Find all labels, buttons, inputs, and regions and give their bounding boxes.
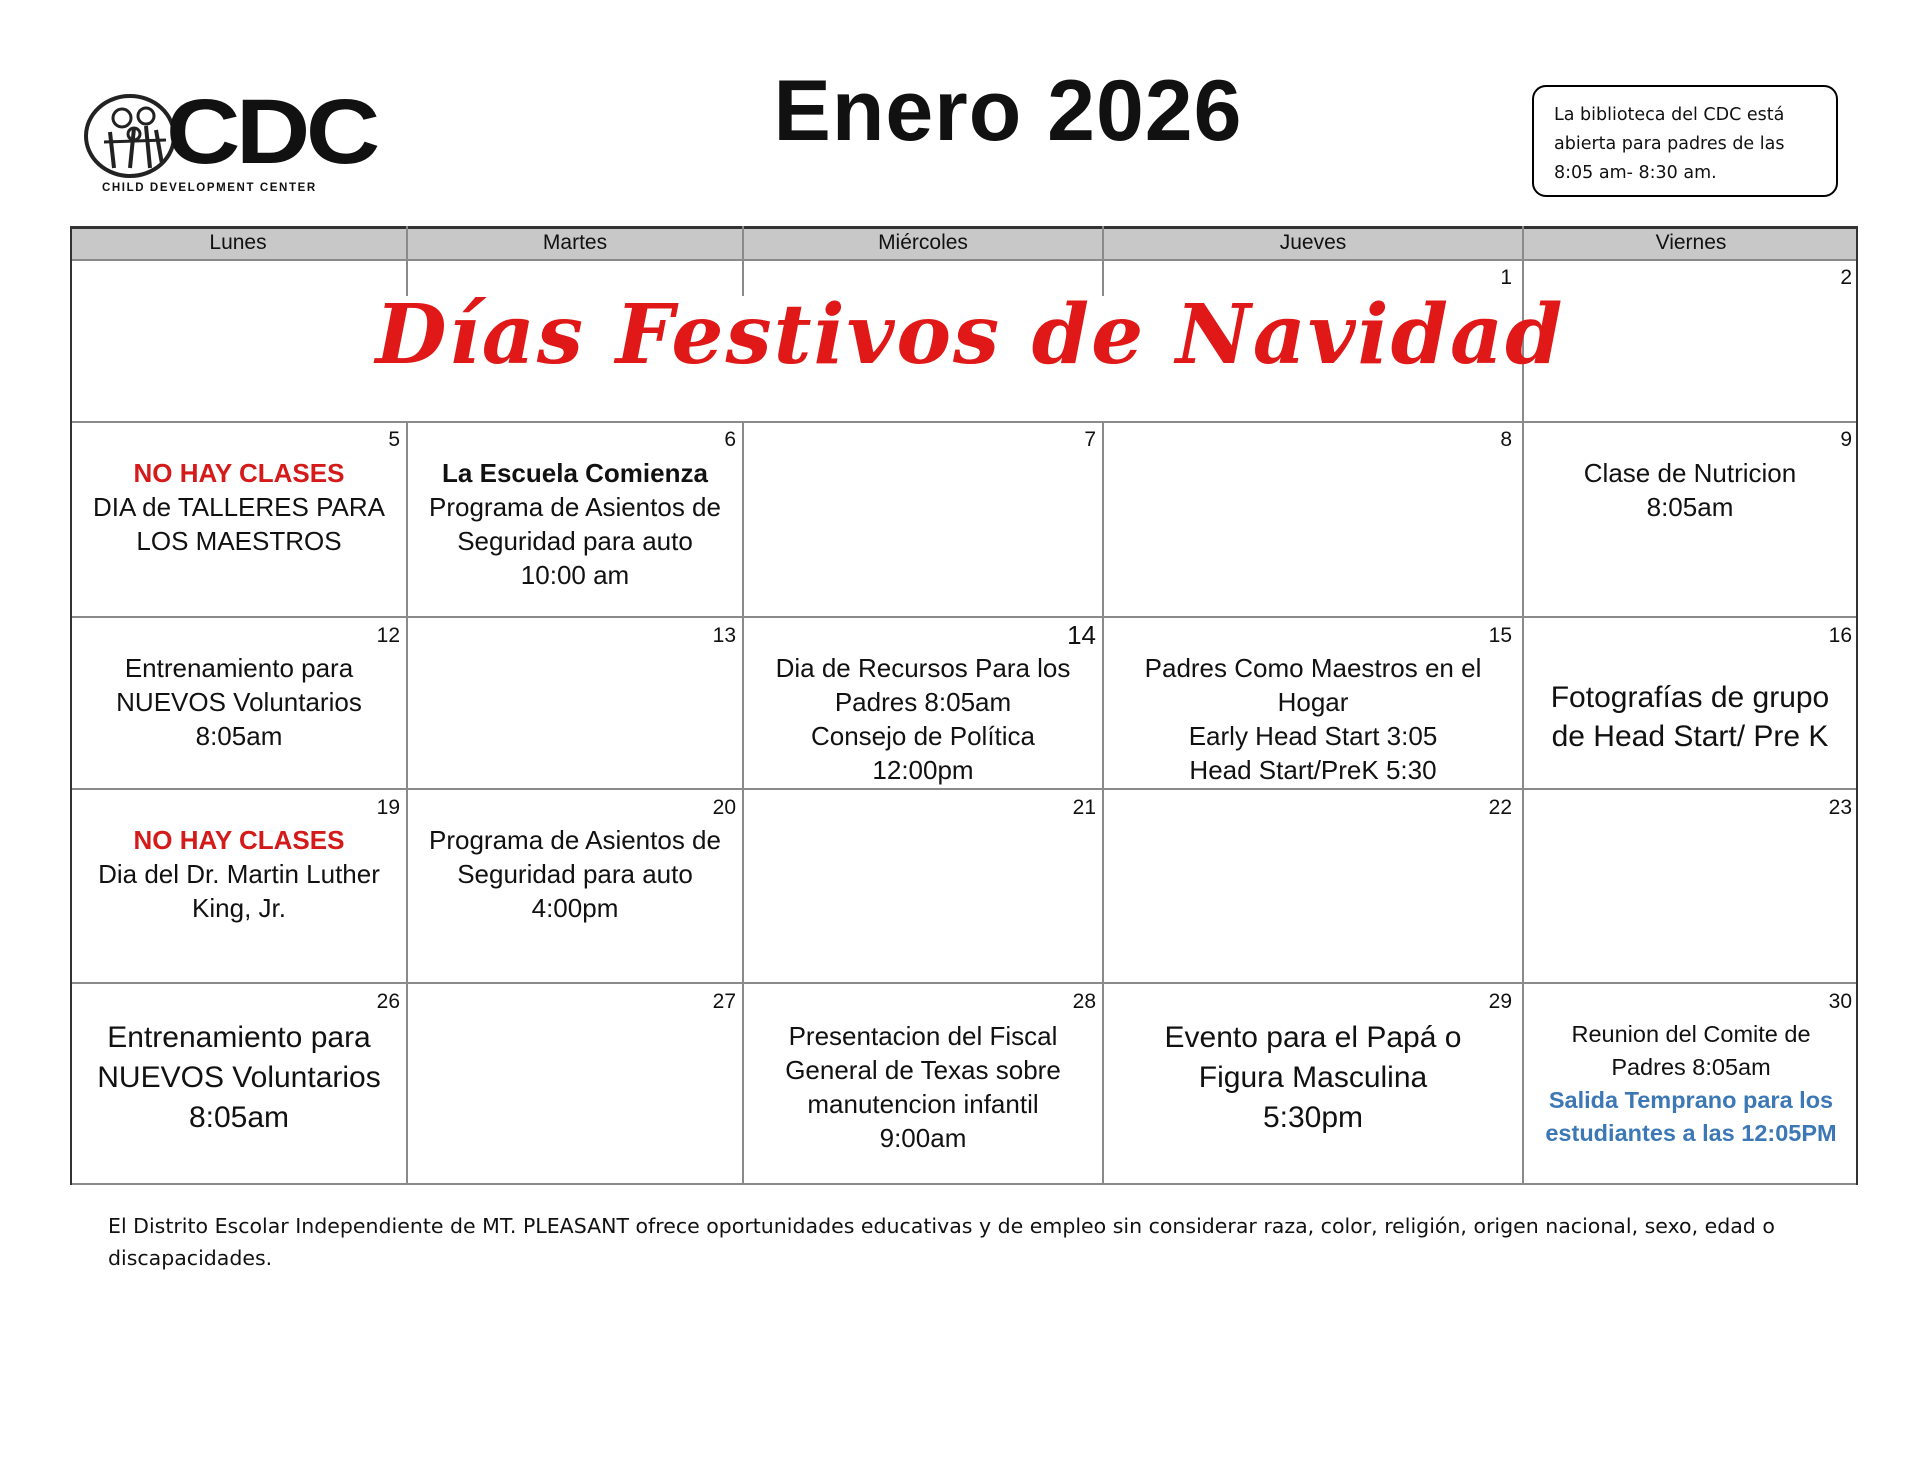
day-number: 28 [1072, 990, 1096, 1013]
page-title: Enero 2026 [773, 63, 1243, 159]
event-line: Entrenamiento para [107, 1021, 371, 1054]
day-number: 14 [1067, 620, 1096, 650]
event-line: General de Texas sobre [785, 1055, 1061, 1085]
grid-line [70, 982, 1858, 984]
event-line: King, Jr. [192, 893, 286, 923]
day-number: 21 [1072, 796, 1096, 819]
event-line: 10:00 am [520, 560, 630, 590]
day-events [1104, 651, 1522, 787]
event-line: Programa de Asientos de [429, 825, 721, 855]
grid-line [70, 259, 1858, 261]
no-classes-label: NO HAY CLASES [133, 458, 345, 488]
day-number: 13 [712, 624, 736, 647]
library-note: La biblioteca del CDC está abierta para padres de las 8:05 am- 8:30 am. [1532, 85, 1838, 197]
event-line: Hogar [1277, 687, 1349, 717]
weekday-header: Lunes [70, 226, 406, 259]
event-line: Entrenamiento para [124, 653, 354, 683]
event-line: La Escuela Comienza [442, 458, 708, 488]
day-events [1104, 1018, 1522, 1138]
day-events [72, 456, 406, 558]
grid-line [70, 226, 1858, 229]
day-number: 20 [712, 796, 736, 819]
event-line: Padres 8:05am [1611, 1054, 1771, 1080]
event-line: manutencion infantil [807, 1089, 1039, 1119]
event-line: Early Head Start 3:05 [1188, 721, 1438, 751]
day-number: 7 [1084, 428, 1096, 451]
day-number: 22 [1488, 796, 1512, 819]
day-number: 16 [1828, 624, 1852, 647]
event-line: Fotografías de grupo [1550, 681, 1830, 714]
logo-text: CDC [166, 81, 376, 183]
day-number: 6 [724, 428, 736, 451]
day-events [1524, 1018, 1858, 1150]
day-events [408, 823, 742, 925]
day-events [744, 1019, 1102, 1155]
event-line: Programa de Asientos de [429, 492, 721, 522]
nondiscrimination-statement: El Distrito Escolar Independiente de MT. PLEASANT ofrece oportunidades educativas y de empleo sin considerar raza, color, religión, origen nacional, sexo, edad o discapacidades. [108, 1214, 1775, 1270]
event-line: Evento para el Papá o [1164, 1021, 1462, 1054]
day-number: 5 [388, 428, 400, 451]
event-line: Seguridad para auto [457, 859, 693, 889]
day-number: 8 [1500, 428, 1512, 451]
early-release-line: Salida Temprano para los [1548, 1087, 1834, 1113]
event-line: Clase de Nutricion [1583, 458, 1797, 488]
weekday-header: Jueves [1104, 226, 1522, 259]
event-line: DIA de TALLERES PARA [93, 492, 385, 522]
weekday-header: Miércoles [744, 226, 1102, 259]
logo-subtitle: CHILD DEVELOPMENT CENTER [102, 182, 317, 194]
event-line: Reunion del Comite de [1571, 1021, 1811, 1047]
day-events [408, 456, 742, 592]
day-number: 26 [376, 990, 400, 1013]
event-line: Seguridad para auto [457, 526, 693, 556]
event-line: Dia de Recursos Para los [775, 653, 1071, 683]
event-line: de Head Start/ Pre K [1551, 720, 1829, 753]
event-line: Padres Como Maestros en el [1144, 653, 1482, 683]
day-events [1524, 678, 1856, 756]
day-events [744, 651, 1102, 787]
grid-line [70, 788, 1858, 790]
day-number: 23 [1828, 796, 1852, 819]
day-number: 29 [1488, 990, 1512, 1013]
event-line: Figura Masculina [1198, 1061, 1428, 1094]
day-number: 15 [1488, 624, 1512, 647]
holiday-banner: Días Festivos de Navidad [375, 287, 1565, 383]
calendar-grid [70, 226, 1858, 1185]
day-number: 2 [1840, 266, 1852, 289]
day-number: 30 [1828, 990, 1852, 1013]
day-number: 27 [712, 990, 736, 1013]
event-line: 12:00pm [872, 755, 974, 785]
day-number: 12 [376, 624, 400, 647]
day-events [72, 651, 406, 753]
day-events [1524, 456, 1856, 524]
event-line: 8:05am [195, 721, 283, 751]
event-line: 4:00pm [531, 893, 619, 923]
event-line: Padres 8:05am [834, 687, 1012, 717]
event-line: 9:00am [879, 1123, 967, 1153]
event-line: 8:05am [1646, 492, 1734, 522]
day-number: 19 [376, 796, 400, 819]
no-classes-label: NO HAY CLASES [133, 825, 345, 855]
weekday-header: Viernes [1524, 226, 1858, 259]
grid-line [70, 1183, 1858, 1185]
event-line: NUEVOS Voluntarios [116, 687, 362, 717]
event-line: Presentacion del Fiscal [788, 1021, 1058, 1051]
grid-line [70, 421, 1858, 423]
event-line: 5:30pm [1262, 1101, 1364, 1134]
event-line: Dia del Dr. Martin Luther [98, 859, 380, 889]
early-release-line: estudiantes a las 12:05PM [1545, 1120, 1837, 1146]
event-line: Head Start/PreK 5:30 [1189, 755, 1437, 785]
event-line: LOS MAESTROS [136, 526, 342, 556]
weekday-header: Martes [408, 226, 742, 259]
event-line: 8:05am [188, 1101, 290, 1134]
grid-line [70, 616, 1858, 618]
day-number: 1 [1500, 266, 1512, 289]
event-line: Consejo de Política [810, 721, 1036, 751]
day-events [72, 1018, 406, 1138]
day-number: 9 [1840, 428, 1852, 451]
day-events [72, 823, 406, 925]
event-line: NUEVOS Voluntarios [97, 1061, 381, 1094]
